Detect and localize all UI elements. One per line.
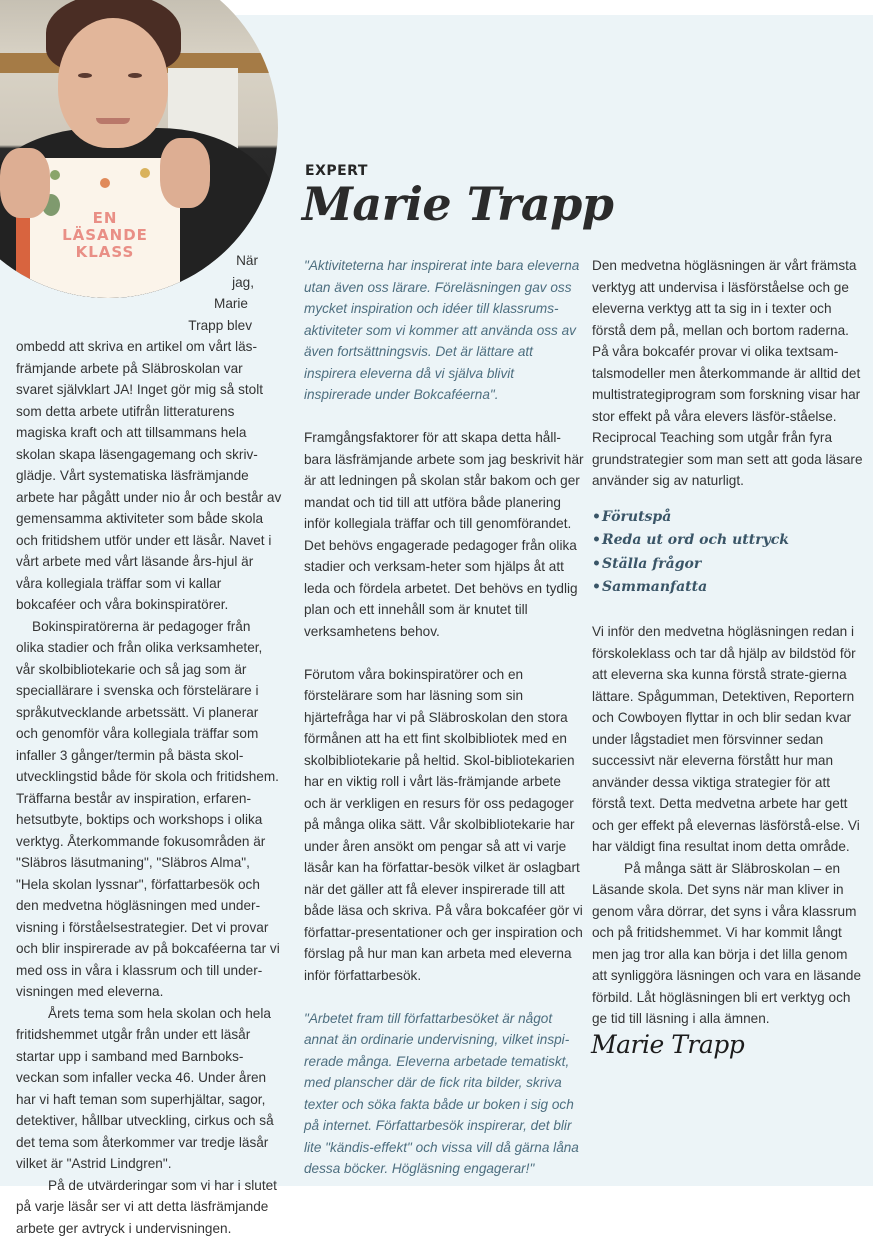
photo-face bbox=[58, 18, 168, 148]
paragraph: Den medvetna högläsningen är vårt främsta verktyg att undervisa i läsförståelse och ge eleverna verktyg att ta sig in i texter och förstå dem på, mellan och bortom raderna. På våra bokcafér provar vi olika textsam-talsmodeller men återkommande är alltid det multistrategiprogram som forskning visar har stor effekt på våra elevers läsför-ståelse. Reciprocal Teaching som utgår från fyra grundstrategier som man sett att goda läsare använder sig av naturligt. bbox=[592, 255, 864, 492]
bullet-icon: • bbox=[592, 553, 602, 577]
paragraph: Årets tema som hela skolan och hela fritidshemmet utgår från under ett läsår startar upp i samband med Barnboks-veckan som infaller vecka 46. Under åren har vi haft teman som superhjältar, sagor, detektiver, hållbar utveckling, cirkus och så det tema som återkommer var tredje läsår vilket är "Astrid Lindgren". bbox=[16, 1003, 282, 1175]
author-signature: Marie Trapp bbox=[591, 1030, 744, 1059]
strategy-item bbox=[592, 576, 864, 600]
lead-in bbox=[16, 250, 282, 336]
article-title: Marie Trapp bbox=[302, 176, 613, 232]
photo-mouth bbox=[96, 118, 130, 124]
photo-hand-left bbox=[0, 148, 50, 218]
lead-line: När bbox=[16, 250, 258, 272]
column-2 bbox=[304, 255, 584, 1180]
strategy-label: Förutspå bbox=[602, 509, 671, 525]
book-title-line: KLASS bbox=[30, 244, 180, 261]
book-deco-leaf bbox=[50, 170, 60, 180]
photo-hand-right bbox=[160, 138, 210, 208]
lead-line: jag, bbox=[16, 272, 258, 294]
section-kicker: EXPERT bbox=[305, 163, 368, 179]
column-1 bbox=[16, 250, 282, 1239]
strategy-item bbox=[592, 529, 864, 553]
book-deco-flower bbox=[140, 168, 150, 178]
paragraph: På många sätt är Släbroskolan – en Läsande skola. Det syns när man kliver in genom våra dörrar, det syns i våra klassrum och på fritidshemmet. Vi har kommit långt men jag tror alla kan börja i det lilla genom att synliggöra läsningen och vara en läsande förbild. Låt högläsningen bli ert verktyg och ge tid till läsning i alla ämnen. bbox=[592, 858, 864, 1030]
spacer bbox=[304, 406, 584, 428]
book-deco-bird bbox=[100, 178, 110, 188]
strategy-label: Ställa frågor bbox=[602, 556, 701, 572]
book-title-line: EN bbox=[30, 210, 180, 227]
paragraph: På de utvärderingar som vi har i slutet på varje läsår ser vi att detta läsfrämjande arbete ger avtryck i undervisningen. bbox=[16, 1175, 282, 1239]
strategy-list bbox=[592, 506, 864, 600]
paragraph: Framgångsfaktorer för att skapa detta håll-bara läsfrämjande arbete som jag beskrivit här är att ledningen på skolan står bakom och ger mandat och tid till att utföra både planering inför kollegiala träffar och till genomförandet. Det behövs engagerade pedagoger från olika stadier och verksam-heter som hjälps åt att leda och fördela arbetet. Det behövs en tydlig plan och ett innehåll som är knutet till verksamhetens behov. bbox=[304, 427, 584, 642]
book-title-line: LÄSANDE bbox=[30, 227, 180, 244]
spacer bbox=[304, 986, 584, 1008]
lead-line: Trapp blev bbox=[16, 315, 258, 337]
paragraph: Förutom våra bokinspiratörer och en förstelärare som har läsning som sin hjärtefråga har vi på Släbroskolan den stora förmånen att ha ett fint skolbibliotek med en skolbibliotekarie på heltid. Skol-bibliotekarien har en viktig roll i vårt läs-främjande arbete och är verkligen en resurs för oss pedagoger på många olika sätt. Vår skolbibliotekarie har under åren ansökt om pengar så att vi varje läsår kan ha författar-besök vilket är oslagbart när det gäller att få elever inspirerade till att både läsa och skriva. På våra bokcaféer gör vi författar-presentationer och ger inspiration och förslag på hur man kan arbeta med eleverna inför författarbesök. bbox=[304, 664, 584, 987]
column-3 bbox=[592, 255, 864, 1030]
bullet-icon: • bbox=[592, 529, 602, 553]
bullet-icon: • bbox=[592, 576, 602, 600]
photo-eye-left bbox=[78, 73, 92, 78]
paragraph: ombedd att skriva en artikel om vårt läs-främjande arbete på Släbroskolan var svaret självklart JA! Inget gör mig så stolt som detta arbete utifrån litteraturens magiska kraft och att tillsammans hela skolan skapa läsengagemang och skriv-glädje. Vårt systematiska läsfrämjande arbete har pågått under nio år och består av gemensamma aktiviteter som både skola och fritidshem utför under ett läsår. Navet i vårt arbete med vårt läsande års-hjul är våra kollegiala träffar som vi kallar bokcaféer och våra bokinspiratörer. bbox=[16, 336, 282, 616]
spacer bbox=[592, 600, 864, 622]
bullet-icon: • bbox=[592, 506, 602, 530]
strategy-item bbox=[592, 506, 864, 530]
paragraph: Vi inför den medvetna högläsningen redan i förskoleklass och tar då hjälp av bildstöd för att eleverna ska kunna förstå strate-gierna lättare. Spågumman, Detektiven, Reportern och Cowboyen flyttar in och blir sedan kvar under lågstadiet men försvinner sedan successivt när eleverna förstått hur man använder dessa viktiga strategier för att förstå text. Detta medvetna arbete har gett och ger effekt på elevernas läsförstå-else. Vi har väldigt fina resultat inom detta område. bbox=[592, 621, 864, 858]
paragraph: Bokinspiratörerna är pedagoger från olika stadier och från olika verksamheter, vår skolbibliotekarie och så jag som är speciallärare i svenska och förstelärare i språkutvecklande arbetssätt. Vi planerar och genomför våra kollegiala träffar som infaller 3 gånger/termin på bästa skol-utvecklingstid både för skola och fritidshem. Träffarna består av inspiration, erfaren-hetsutbyte, boktips och workshops i olika verktyg. Återkommande fokusområden är "Släbros läsutmaning", "Släbros Alma", "Hela skolan lyssnar", författarbesök och den medvetna högläsningen med under-visning i förståelsestrategier. Det vi provar och blir inspirerade av på bokcaféerna tar vi med oss in våra i klassrum och till under-visningen med eleverna. bbox=[16, 616, 282, 1003]
strategy-label: Sammanfatta bbox=[602, 579, 707, 595]
strategy-item bbox=[592, 553, 864, 577]
pull-quote: "Arbetet fram till författarbesöket är något annat än ordinarie undervisning, vilket inspi-rerade många. Eleverna arbetade tematiskt, med planscher där de fick rita bilder, skriva texter och söka fakta både ur boken i sig och på internet. Författarbesök inspirerar, det blir lite "kändis-effekt" och vissa vill då gärna låna dessa böcker. Högläsning engagerar!" bbox=[304, 1008, 584, 1180]
spacer bbox=[304, 642, 584, 664]
photo-eye-right bbox=[128, 73, 142, 78]
pull-quote: "Aktiviteterna har inspirerat inte bara eleverna utan även oss lärare. Föreläsningen gav oss mycket inspiration och idéer till klassrums-aktiviteter som vi kommer att använda oss av även fortsättningsvis. Det är lättare att inspirera eleverna då vi själva blivit inspirerade under Bokcaféerna". bbox=[304, 255, 584, 406]
strategy-label: Reda ut ord och uttryck bbox=[602, 532, 789, 548]
lead-line: Marie bbox=[16, 293, 258, 315]
